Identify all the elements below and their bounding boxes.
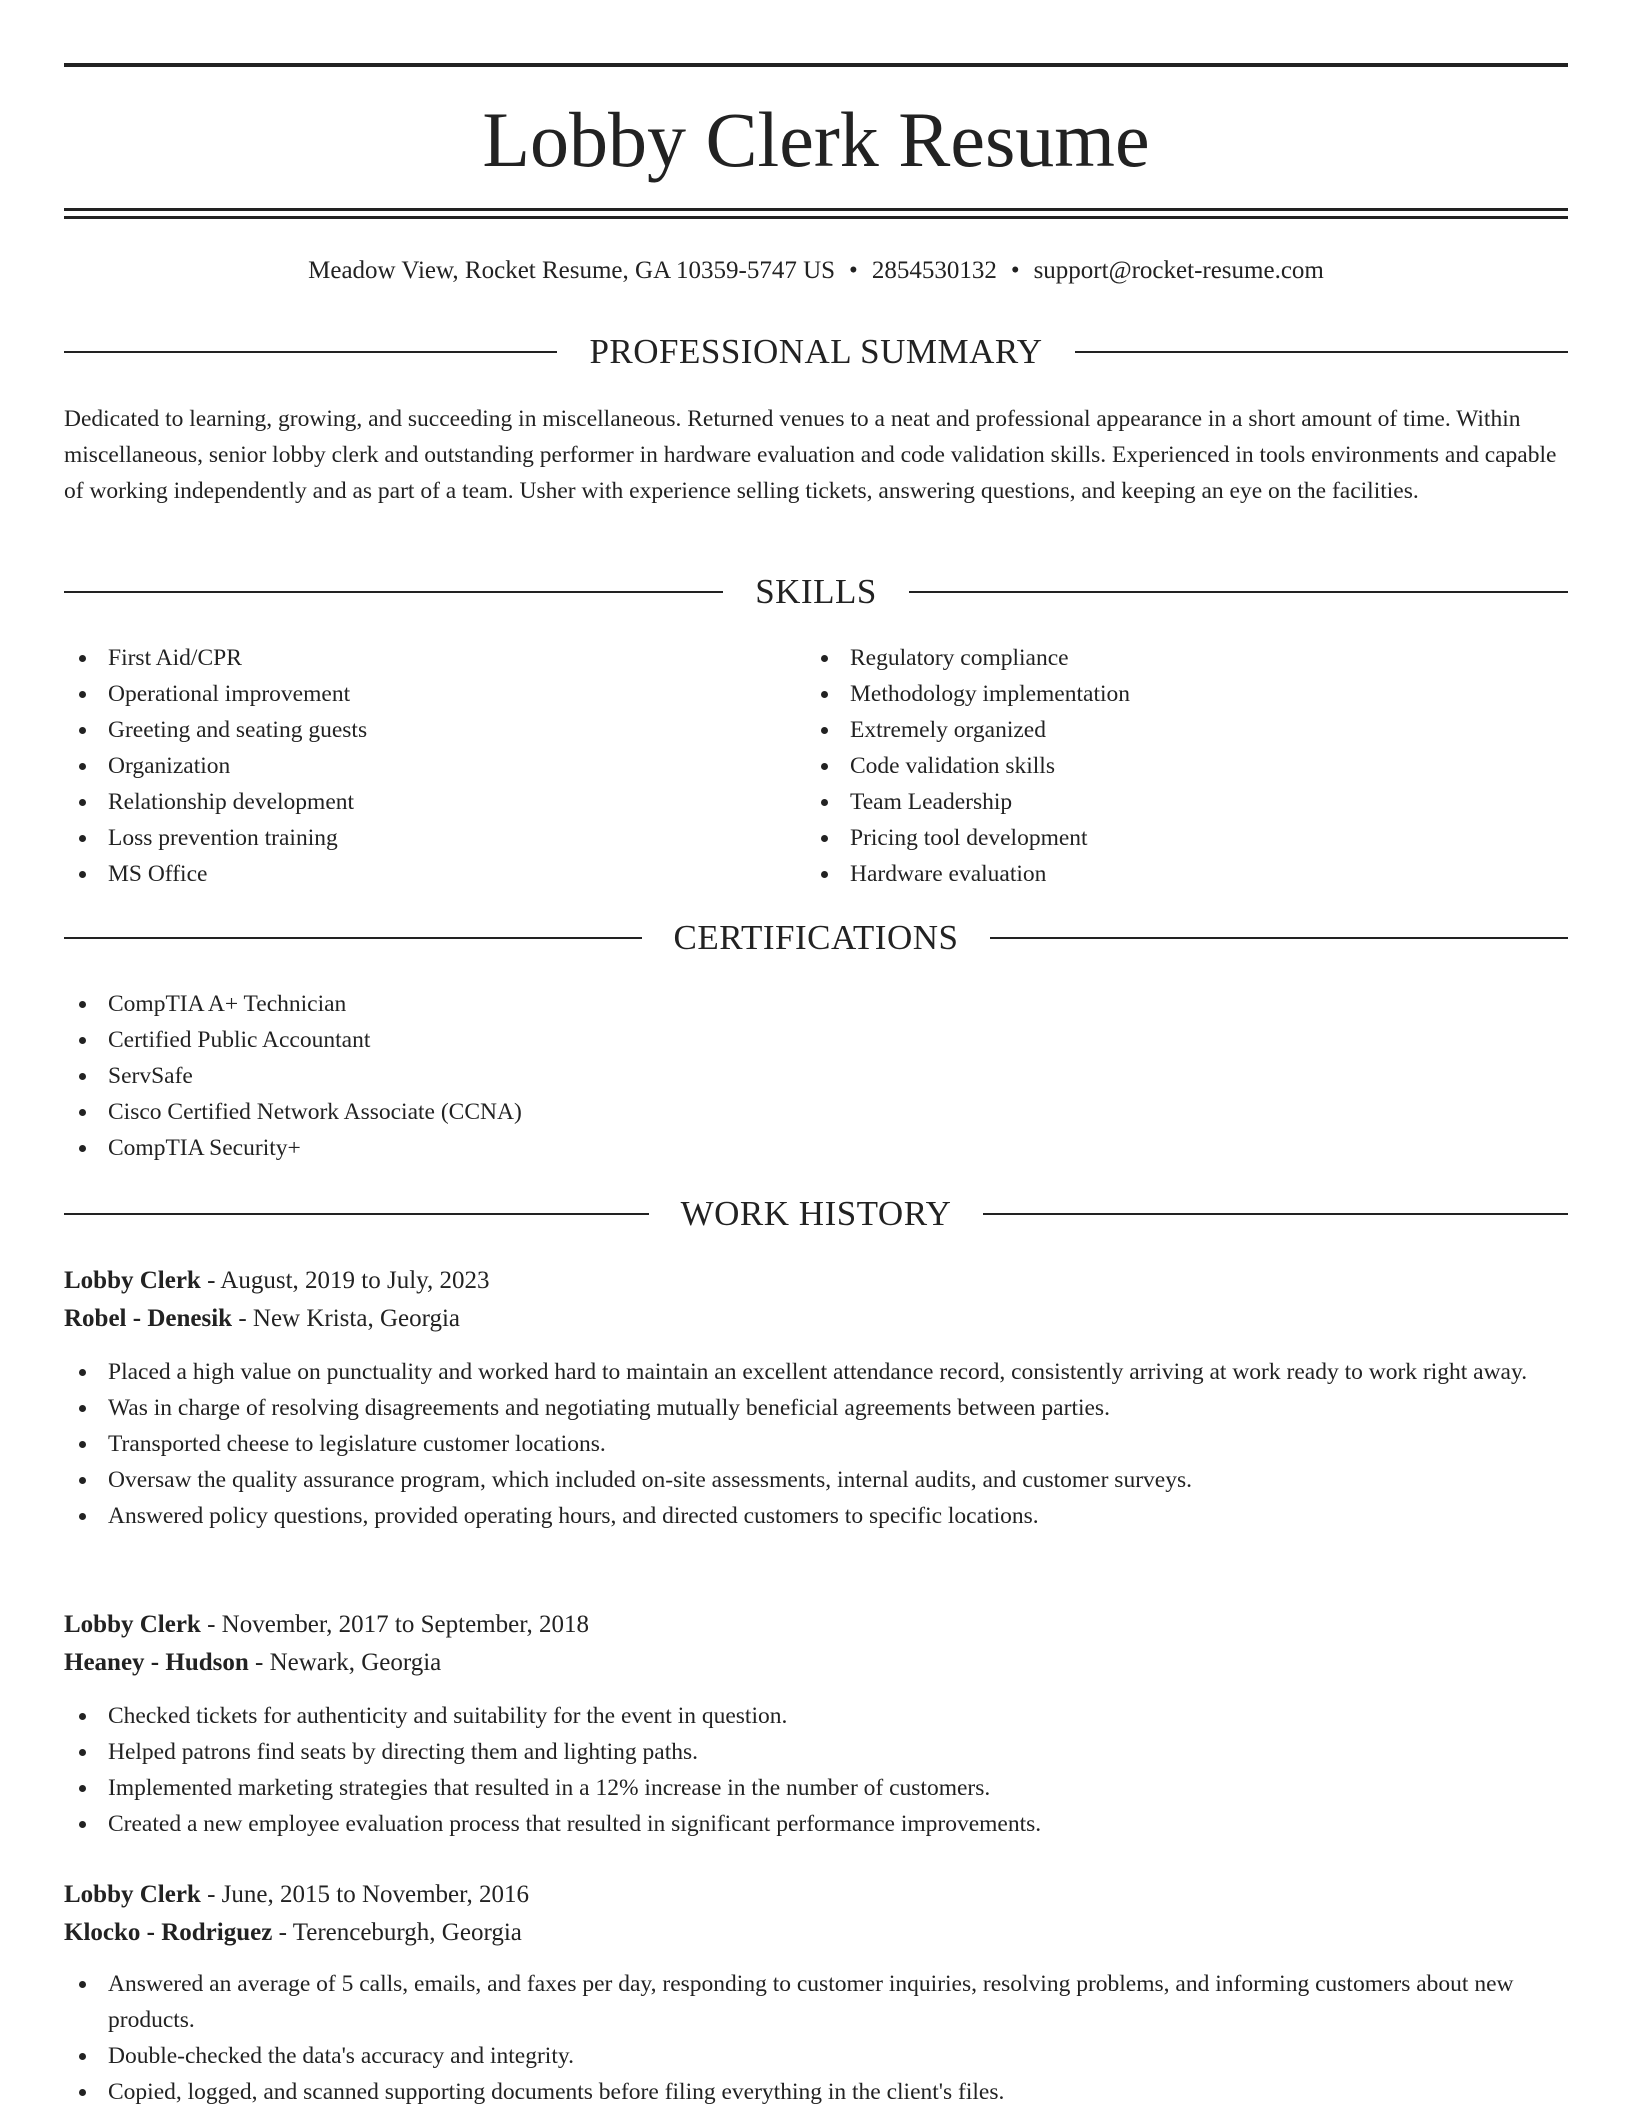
skill-item: MS Office: [64, 856, 744, 892]
job-company: Klocko - Rodriguez: [64, 1919, 273, 1946]
skill-item: Organization: [64, 748, 744, 784]
job-bullet: Placed a high value on punctuality and worked hard to maintain an excellent attendance record, consistently arriving at work ready to work right away.: [64, 1354, 1568, 1390]
job-company: Robel - Denesik: [64, 1305, 233, 1332]
section-title: PROFESSIONAL SUMMARY: [589, 332, 1043, 371]
skill-item: Team Leadership: [806, 784, 1506, 820]
job-bullets: [64, 1966, 1568, 2110]
job-entry: [64, 1876, 1568, 2110]
skill-item: Regulatory compliance: [806, 640, 1506, 676]
job-title-line: [64, 1876, 1568, 1914]
certification-item: ServSafe: [64, 1058, 1064, 1094]
title-rule-upper: [64, 208, 1568, 211]
section-heading-skills: [64, 570, 1568, 614]
skill-item: Greeting and seating guests: [64, 712, 744, 748]
certification-item: CompTIA Security+: [64, 1130, 1064, 1166]
job-location: - Terenceburgh, Georgia: [272, 1919, 522, 1946]
job-bullet: Copied, logged, and scanned supporting documents before filing everything in the client's files.: [64, 2074, 1568, 2110]
contact-separator: •: [1010, 257, 1020, 284]
certifications-list: [64, 986, 1064, 1166]
job-company-line: [64, 1300, 1568, 1338]
skills-list-left: [64, 640, 744, 892]
skill-item: Loss prevention training: [64, 820, 744, 856]
skill-item: Relationship development: [64, 784, 744, 820]
heading-rule: [1075, 351, 1568, 353]
skill-item: Operational improvement: [64, 676, 744, 712]
skill-item: Pricing tool development: [806, 820, 1506, 856]
job-bullet: Helped patrons find seats by directing them and lighting paths.: [64, 1734, 1568, 1770]
contact-line: [64, 254, 1568, 288]
section-title: WORK HISTORY: [680, 1194, 952, 1233]
section-heading-work-history: [64, 1192, 1568, 1236]
job-entry: [64, 1606, 1568, 1842]
job-bullet: Checked tickets for authenticity and suitability for the event in question.: [64, 1698, 1568, 1734]
skill-item: Methodology implementation: [806, 676, 1506, 712]
heading-rule: [983, 1213, 1568, 1215]
job-location: - New Krista, Georgia: [232, 1305, 461, 1332]
skill-item: Extremely organized: [806, 712, 1506, 748]
title-rule-lower: [64, 216, 1568, 219]
heading-rule: [64, 1213, 649, 1215]
job-title-line: [64, 1606, 1568, 1644]
contact-phone: 2854530132: [871, 257, 997, 284]
job-bullet: Transported cheese to legislature customer locations.: [64, 1426, 1568, 1462]
job-company-line: [64, 1914, 1568, 1952]
skill-item: First Aid/CPR: [64, 640, 744, 676]
resume-title: Lobby Clerk Resume: [482, 96, 1150, 183]
heading-rule: [64, 351, 557, 353]
contact-email: support@rocket-resume.com: [1033, 257, 1324, 284]
skills-list-right: [806, 640, 1506, 892]
contact-address: Meadow View, Rocket Resume, GA 10359-5747 US: [308, 257, 836, 284]
top-rule: [64, 63, 1568, 67]
job-bullet: Implemented marketing strategies that resulted in a 12% increase in the number of customers.: [64, 1770, 1568, 1806]
job-bullet: Answered an average of 5 calls, emails, and faxes per day, responding to customer inquiries, resolving problems, and informing customers about new products.: [64, 1966, 1568, 2038]
section-title: CERTIFICATIONS: [673, 918, 959, 957]
job-title: Lobby Clerk: [64, 1611, 201, 1638]
job-dates: - June, 2015 to November, 2016: [200, 1881, 529, 1908]
job-company-line: [64, 1644, 1568, 1682]
certification-item: Certified Public Accountant: [64, 1022, 1064, 1058]
certification-item: Cisco Certified Network Associate (CCNA): [64, 1094, 1064, 1130]
summary-text: Dedicated to learning, growing, and succeeding in miscellaneous. Returned venues to a neat and professional appearance in a short amount of time. Within miscellaneous, senior lobby clerk and outstanding performer in hardware evaluation and code validation skills. Experienced in tools environments and capable of working independently and as part of a team. Usher with experience selling tickets, answering questions, and keeping an eye on the facilities.: [64, 406, 1557, 504]
job-bullet: Answered policy questions, provided operating hours, and directed customers to specific locations.: [64, 1498, 1568, 1534]
heading-rule: [64, 937, 642, 939]
heading-rule: [990, 937, 1568, 939]
job-title-line: [64, 1262, 1568, 1300]
job-bullet: Was in charge of resolving disagreements and negotiating mutually beneficial agreements between parties.: [64, 1390, 1568, 1426]
skill-item: Hardware evaluation: [806, 856, 1506, 892]
job-bullet: Oversaw the quality assurance program, which included on-site assessments, internal audits, and customer surveys.: [64, 1462, 1568, 1498]
job-company: Heaney - Hudson: [64, 1649, 249, 1676]
skill-item: Code validation skills: [806, 748, 1506, 784]
section-title: SKILLS: [755, 572, 877, 611]
job-bullet: Created a new employee evaluation process that resulted in significant performance improvements.: [64, 1806, 1568, 1842]
contact-separator: •: [849, 257, 858, 284]
section-heading-certifications: [64, 916, 1568, 960]
heading-rule: [909, 591, 1568, 593]
section-heading-summary: [64, 330, 1568, 374]
job-dates: - August, 2019 to July, 2023: [200, 1267, 490, 1294]
heading-rule: [64, 591, 723, 593]
job-dates: - November, 2017 to September, 2018: [200, 1611, 590, 1638]
certification-item: CompTIA A+ Technician: [64, 986, 1064, 1022]
job-title: Lobby Clerk: [64, 1881, 201, 1908]
job-location: - Newark, Georgia: [248, 1649, 442, 1676]
job-entry: [64, 1262, 1568, 1534]
job-bullet: Double-checked the data's accuracy and integrity.: [64, 2038, 1568, 2074]
job-bullets: [64, 1354, 1568, 1534]
job-bullets: [64, 1698, 1568, 1842]
job-title: Lobby Clerk: [64, 1267, 201, 1294]
